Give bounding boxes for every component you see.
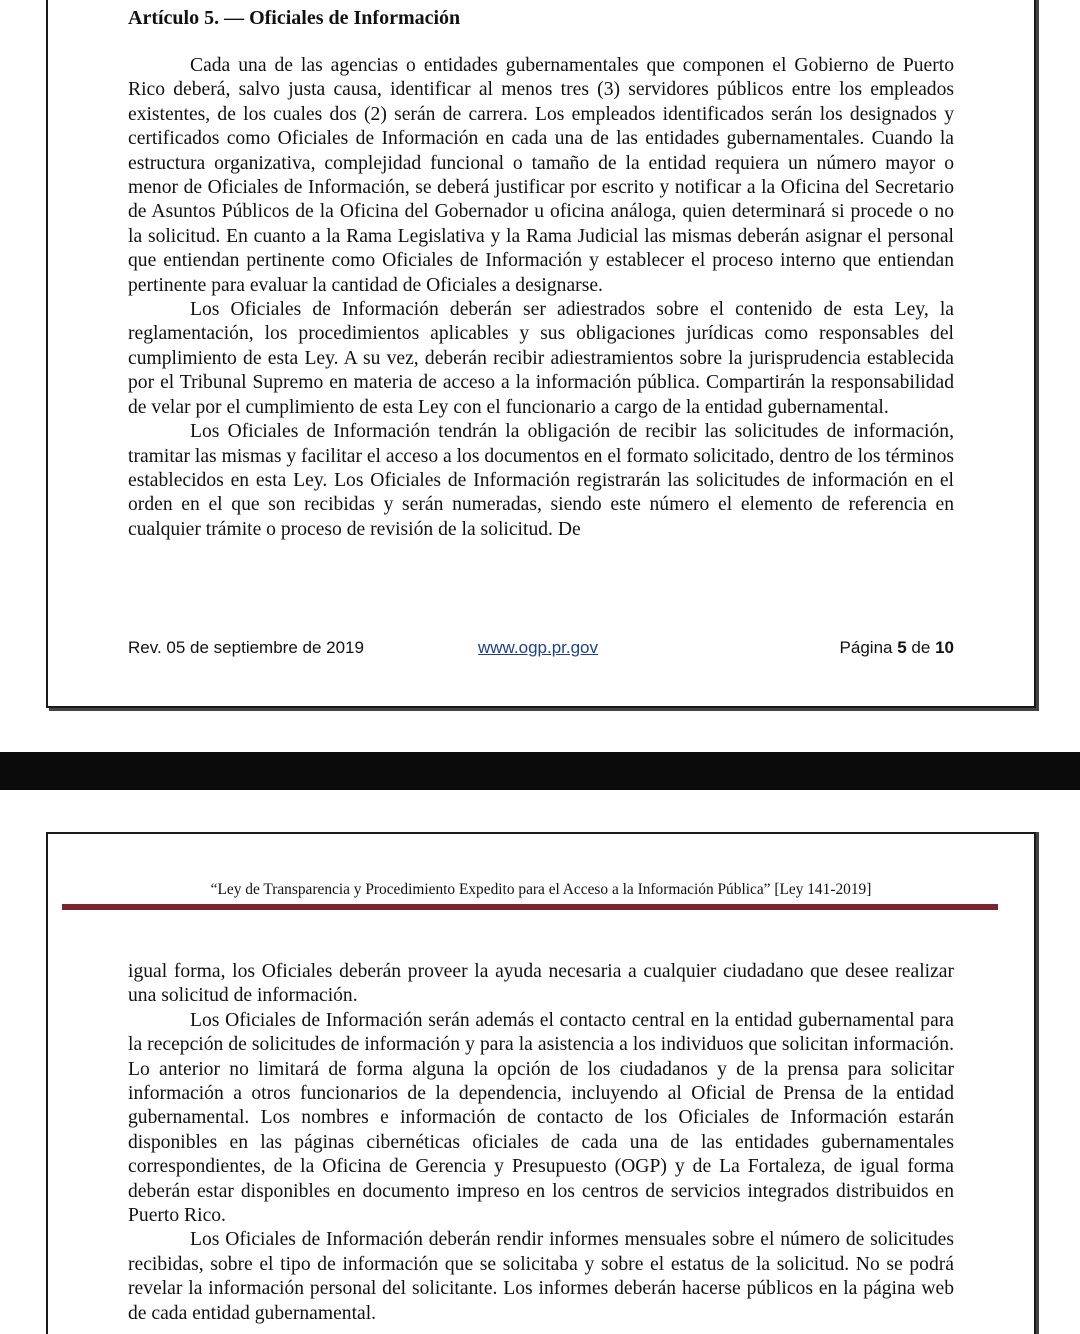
paragraph-1: Cada una de las agencias o entidades gubernamentales que componen el Gobierno de Puerto Rico deberá, salvo justa causa, identificar al menos tres (3) servidores públicos entre los empleados existentes, de los cuales dos (2) serán de carrera. Los empleados identificados serán los designados y certificados como Oficiales de Información en cada una de las entidades gubernamentales. Cuando la estructura organizativa, complejidad funcional o tamaño de la entidad requiera un número mayor o menor de Oficiales de Información, se deberá justificar por escrito y notificar a la Oficina del Secretario de Asuntos Públicos de la Oficina del Gobernador u oficina análoga, quien determinará si procede o no la solicitud. En cuanto a la Rama Legislativa y la Rama Judicial las mismas deberán asignar el personal que entiendan pertinente como Oficiales de Información y establecer el proceso interno que entiendan pertinente para evaluar la cantidad de Oficiales a designarse. xyxy=(128,55,954,296)
paragraph-5: Los Oficiales de Información deberán rendir informes mensuales sobre el número de solicitudes recibidas, sobre el tipo de información que se solicitaba y sobre el estatus de la solicitud. No se podrá revelar la información personal del solicitante. Los informes deberán hacerse públicos en la página web de cada entidad gubernamental. xyxy=(128,1229,954,1324)
paragraph-4: Los Oficiales de Información serán además el contacto central en la entidad gubernamental para la recepción de solicitudes de información y para la asistencia a los individuos que solicitan información. Lo anterior no limitará de forma alguna la opción de los ciudadanos y de la prensa para solicitar información a otros funcionarios de la dependencia, incluyendo al Oficial de Prensa de la entidad gubernamental. Los nombres e información de contacto de los Oficiales de Información estarán disponibles en las páginas cibernéticas oficiales de cada una de las entidades gubernamentales correspondientes, de la Oficina de Gerencia y Presupuesto (OGP) y de La Fortaleza, de igual forma deberán estar disponibles en documento impreso en los centros de servicios integrados distribuidos en Puerto Rico. xyxy=(128,1009,954,1227)
page-number xyxy=(840,638,954,658)
page-footer xyxy=(128,638,954,660)
page-current: 5 xyxy=(897,638,907,657)
paragraph-continuation: igual forma, los Oficiales deberán proveer la ayuda necesaria a cualquier ciudadano que desee realizar una solicitud de información. xyxy=(128,961,954,1007)
article-heading: Artículo 5. — Oficiales de Información xyxy=(128,7,461,29)
article-body xyxy=(128,54,954,542)
header-rule xyxy=(62,904,998,910)
page-of: de xyxy=(911,638,931,657)
paragraph-3: Los Oficiales de Información tendrán la obligación de recibir las solicitudes de información, tramitar las mismas y facilitar el acceso a los documentos en el formato solicitado, dentro de los términos establecidos en esta Ley. Los Oficiales de Información registrarán las solicitudes de información en el orden en el que son recibidas y serán numeradas, siendo este número el elemento de referencia en cualquier trámite o proceso de revisión de la solicitud. De xyxy=(128,421,954,540)
revision-date: Rev. 05 de septiembre de 2019 xyxy=(128,638,364,657)
document-page-5 xyxy=(46,0,1036,708)
ogp-website-link[interactable]: www.ogp.pr.gov xyxy=(478,638,599,657)
paragraph-2: Los Oficiales de Información deberán ser adiestrados sobre el contenido de esta Ley, la reglamentación, los procedimientos aplicables y sus obligaciones jurídicas como responsables del cumplimiento de esta Ley. A su vez, deberán recibir adiestramientos sobre la jurisprudencia establecida por el Tribunal Supremo en materia de acceso a la información pública. Compartirán la responsabilidad de velar por el cumplimiento de esta Ley con el funcionario a cargo de la entidad gubernamental. xyxy=(128,299,954,418)
article-body-continued xyxy=(128,960,954,1326)
page-separator-band xyxy=(0,752,1080,790)
page-total: 10 xyxy=(935,638,954,657)
page-label: Página xyxy=(839,638,893,657)
running-header-law-title: “Ley de Transparencia y Procedimiento Expedito para el Acceso a la Información Pública” [Ley 141-2019] xyxy=(210,881,872,898)
document-page-6 xyxy=(46,832,1036,1334)
